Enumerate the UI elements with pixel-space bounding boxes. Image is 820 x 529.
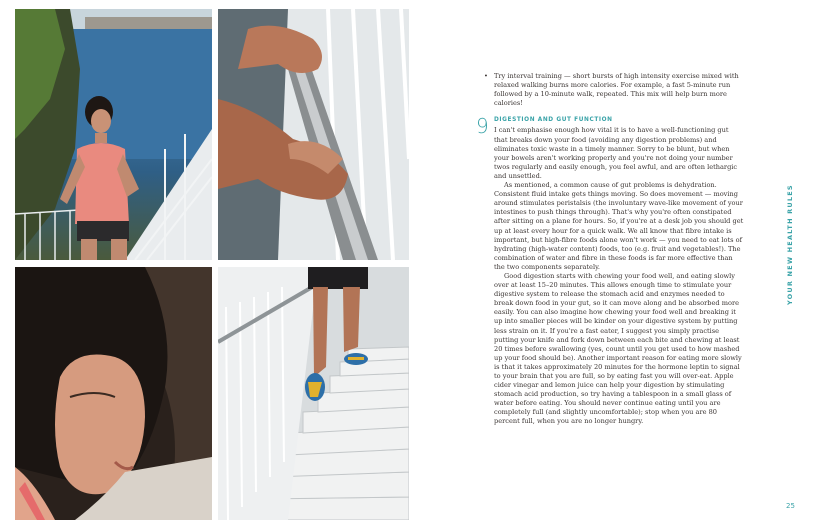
paragraph: I can't emphasise enough how vital it is to have a well-functioning gut that breaks down your food (avoiding any digestion problems) and eliminates toxic waste in a timely manner. Sorry to be blunt, but when your bowels aren't working properly and you're not doing your number twos regularly and easily enough, you feel awful, and are often lethargic and unsettled.: [494, 126, 738, 180]
page-number: 25: [786, 502, 795, 510]
bullet-text: Try interval training — short bursts of high intensity exercise mixed with relaxed walking burns more calories. For example, a fast 5-minute run followed by a 10-minute walk, repeated. This mix will help burn more calories!: [494, 72, 739, 108]
photo-woman-running-upstairs: [15, 9, 212, 260]
photo-hands-on-railing: [218, 9, 409, 260]
photo-woman-closeup-drawing: [15, 267, 212, 520]
paragraph: As mentioned, a common cause of gut problems is dehydration. Consistent fluid intake gets things moving. So does movement — moving around stimulates peristalsis (the involuntary wave-like movement of your intestines to push things through). That's why you're often constipated after sitting on a plane for hours. So, if you're at a desk job you should get up at least every hour for a quick walk. We all know that fibre intake is important, but high-fibre foods alone won't work — you need to eat lots of hydrating (high-water content) foods, too (e.g. fruit and vegetables!). The combination of water and fibre in these foods is far more effective than the two components separately.: [494, 181, 744, 271]
section-heading: DIGESTION AND GUT FUNCTION: [494, 117, 613, 124]
photo-woman-closeup: [15, 267, 212, 520]
bullet-dot: •: [484, 72, 488, 80]
photo-runner-on-stairs-drawing: [218, 267, 409, 520]
text-column: [476, 72, 744, 427]
photo-woman-running-upstairs-drawing: [15, 9, 212, 260]
photo-hands-on-railing-drawing: [218, 9, 409, 260]
section-number: 9: [476, 114, 489, 139]
paragraph: Good digestion starts with chewing your food well, and eating slowly over at least 15–20 minutes. This allows enough time to stimulate your digestive system to release the stomach acid and enzymes needed to break down food in your gut, so it can move along and be absorbed more easily. You can also imagine how chewing your food well and breaking it up into smaller pieces will be kinder on your digestive system by putting less strain on it. If you're a fast eater, I suggest you simply practise putting your knife and fork down between each bite and chewing at least 20 times before swallowing (yes, count until you get used to how mashed up your food should be). Another important reason for eating more slowly is that it takes approximately 20 minutes for the hormone leptin to signal to your brain that you are full, so by eating fast you will over-eat. Apple cider vinegar and lemon juice can help your digestion by stimulating stomach acid production, so try having a tablespoon in a small glass of water before eating. You should never continue eating until you are completely full (and slightly uncomfortable); stop when you are 80 percent full, when you are no longer hungry.: [494, 271, 742, 426]
photo-runner-on-stairs: [218, 267, 409, 520]
bullet-item: [476, 72, 744, 108]
section-digestion: [476, 116, 744, 426]
side-running-header: YOUR NEW HEALTH RULES: [786, 184, 794, 305]
